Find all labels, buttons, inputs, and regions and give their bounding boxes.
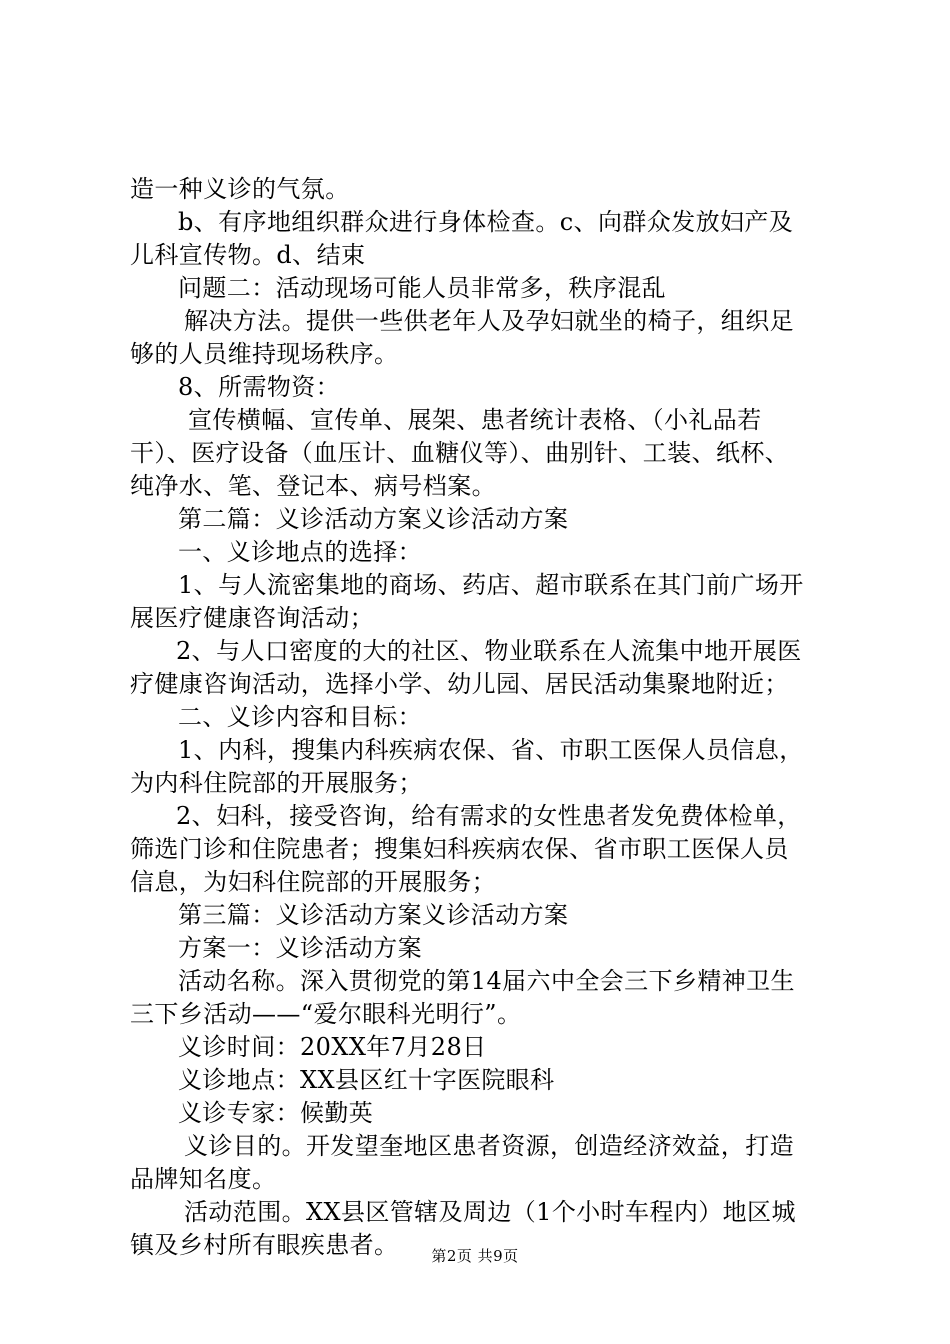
text-line: 方案一：义诊活动方案 xyxy=(178,934,422,962)
text-line: 信息，为妇科住院部的开展服务； xyxy=(130,868,496,896)
text-line: 活动名称。深入贯彻党的第14届六中全会三下乡精神卫生 xyxy=(178,967,795,995)
text-line: 义诊地点：XX县区红十字医院眼科 xyxy=(178,1066,555,1094)
text-line: b、有序地组织群众进行身体检查。c、向群众发放妇产及 xyxy=(178,208,794,236)
text-line: 8、所需物资： xyxy=(178,373,341,401)
text-line: 二、义诊内容和目标： xyxy=(178,703,422,731)
text-line: 疗健康咨询活动，选择小学、幼儿园、居民活动集聚地附近； xyxy=(130,670,789,698)
text-line: 儿科宣传物。d、结束 xyxy=(130,241,366,269)
text-line: 干）、医疗设备（血压计、血糖仪等）、曲别针、工装、纸杯、 xyxy=(130,439,790,467)
text-line: 筛选门诊和住院患者；搜集妇科疾病农保、省市职工医保人员 xyxy=(130,835,789,863)
text-line: 问题二：活动现场可能人员非常多，秩序混乱 xyxy=(178,274,666,302)
text-line: 活动范围。XX县区管辖及周边（1个小时车程内）地区城 xyxy=(184,1198,796,1226)
text-line: 宣传横幅、宣传单、展架、患者统计表格、（小礼品若 xyxy=(188,406,762,434)
text-line: 义诊目的。开发望奎地区患者资源，创造经济效益，打造 xyxy=(184,1132,794,1160)
text-line: 义诊时间：20XX年7月28日 xyxy=(178,1033,487,1061)
text-line: 2、与人口密度的大的社区、物业联系在人流集中地开展医 xyxy=(176,637,802,665)
document-body xyxy=(130,173,840,1262)
text-line: 镇及乡村所有眼疾患者。 xyxy=(130,1231,399,1259)
text-line: 解决方法。提供一些供老年人及孕妇就坐的椅子，组织足 xyxy=(184,307,794,335)
text-line: 1、内科，搜集内科疾病农保、省、市职工医保人员信息， xyxy=(178,736,804,764)
text-line: 一、义诊地点的选择： xyxy=(178,538,422,566)
text-line: 第三篇：义诊活动方案义诊活动方案 xyxy=(178,901,569,929)
text-line: 品牌知名度。 xyxy=(130,1165,277,1193)
text-line: 三下乡活动——“爱尔眼科光明行”。 xyxy=(130,1000,522,1028)
text-line: 够的人员维持现场秩序。 xyxy=(130,340,399,368)
text-line: 义诊专家：候勤英 xyxy=(178,1099,374,1127)
text-line: 第二篇：义诊活动方案义诊活动方案 xyxy=(178,505,569,533)
text-line: 造一种义诊的气氛。 xyxy=(130,175,350,203)
text-line: 1、与人流密集地的商场、药店、超市联系在其门前广场开 xyxy=(178,571,804,599)
text-line: 2、妇科，接受咨询，给有需求的女性患者发免费体检单， xyxy=(176,802,802,830)
text-line: 展医疗健康咨询活动； xyxy=(130,604,374,632)
text-line: 纯净水、笔、登记本、病号档案。 xyxy=(130,472,496,500)
text-line: 为内科住院部的开展服务； xyxy=(130,769,423,797)
page-number-footer: 第2页 共9页 xyxy=(431,1247,519,1265)
